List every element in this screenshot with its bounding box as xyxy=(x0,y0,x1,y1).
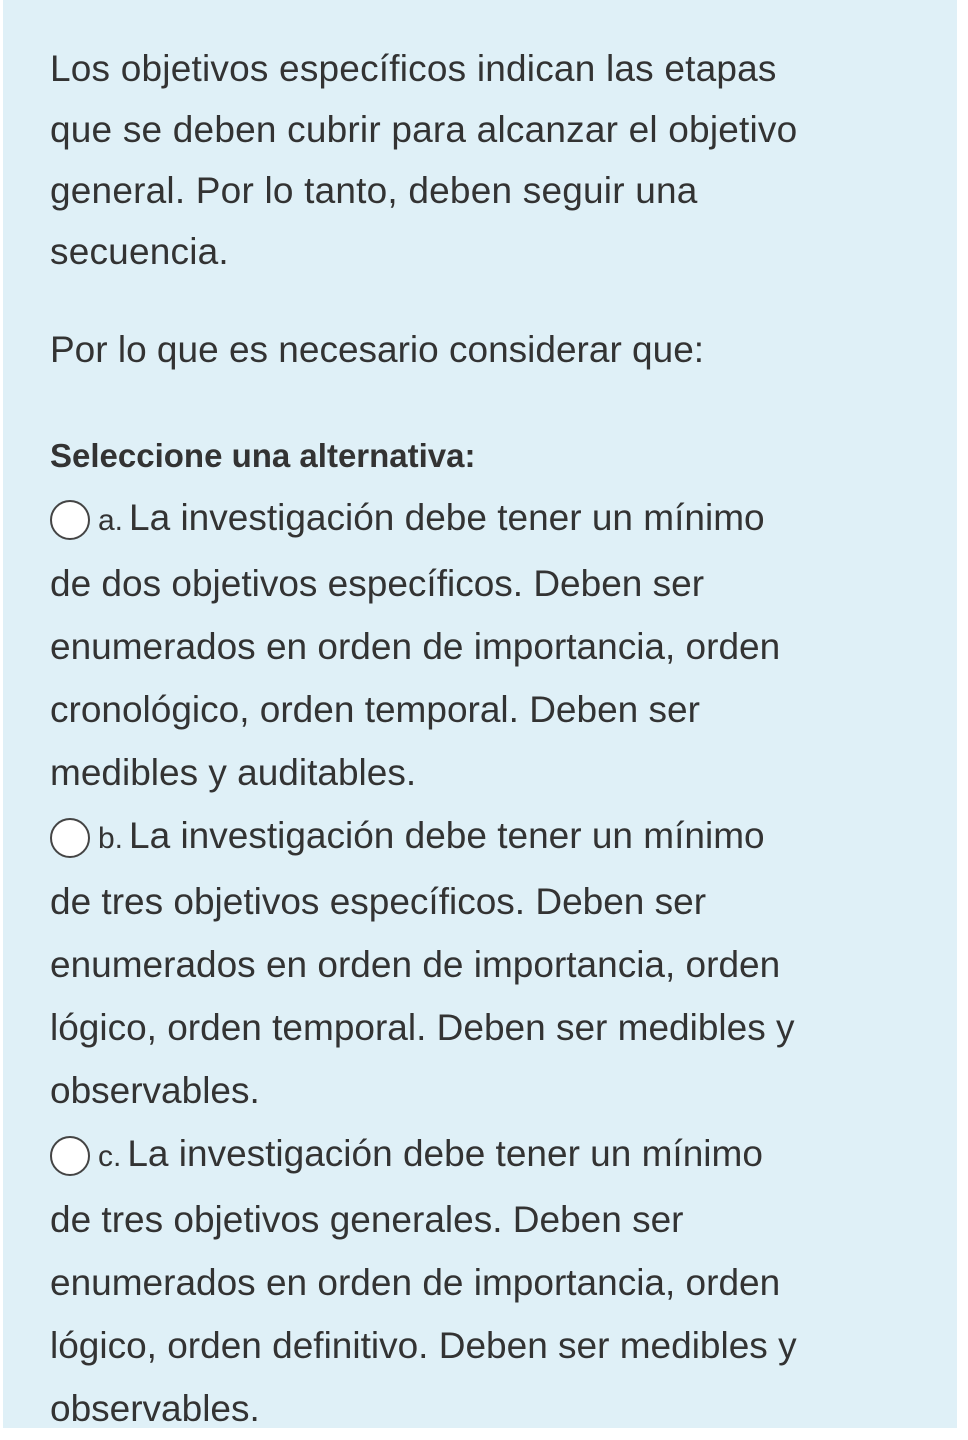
option-line: observables. xyxy=(50,1388,260,1429)
option-line: de dos objetivos específicos. Deben ser xyxy=(50,563,705,604)
question-panel xyxy=(3,0,957,1428)
option-line: lógico, orden definitivo. Deben ser medibles y xyxy=(50,1325,797,1366)
option-line: La investigación debe tener un mínimo xyxy=(129,497,765,538)
radio-button-b[interactable] xyxy=(50,818,90,858)
radio-button-c[interactable] xyxy=(50,1136,90,1176)
option-line: de tres objetivos específicos. Deben ser xyxy=(50,881,707,922)
question-line: que se deben cubrir para alcanzar el objetivo xyxy=(50,109,798,150)
option-line: lógico, orden temporal. Deben ser medibles y xyxy=(50,1007,795,1048)
option-line: La investigación debe tener un mínimo xyxy=(129,815,765,856)
question-prompt: Por lo que es necesario considerar que: xyxy=(50,329,705,370)
option-line: cronológico, orden temporal. Deben ser xyxy=(50,689,700,730)
option-line: enumerados en orden de importancia, orden xyxy=(50,944,781,985)
question-line: Los objetivos específicos indican las etapas xyxy=(50,48,777,89)
question-line: general. Por lo tanto, deben seguir una xyxy=(50,170,698,211)
option-b[interactable] xyxy=(50,804,927,1122)
option-line: observables. xyxy=(50,1070,260,1111)
option-line: medibles y auditables. xyxy=(50,752,417,793)
question-paragraph xyxy=(50,38,927,282)
option-line: enumerados en orden de importancia, orden xyxy=(50,1262,781,1303)
option-line: de tres objetivos generales. Deben ser xyxy=(50,1199,684,1240)
option-line: La investigación debe tener un mínimo xyxy=(127,1133,763,1174)
option-c[interactable] xyxy=(50,1122,927,1440)
option-letter: a. xyxy=(98,504,124,537)
radio-button-a[interactable] xyxy=(50,500,90,540)
option-line: enumerados en orden de importancia, orden xyxy=(50,626,781,667)
option-letter: b. xyxy=(98,822,124,855)
options-list xyxy=(50,486,927,1440)
question-line: secuencia. xyxy=(50,231,229,272)
select-alternative-label: Seleccione una alternativa: xyxy=(50,437,476,474)
option-letter: c. xyxy=(98,1140,122,1173)
option-a[interactable] xyxy=(50,486,927,804)
